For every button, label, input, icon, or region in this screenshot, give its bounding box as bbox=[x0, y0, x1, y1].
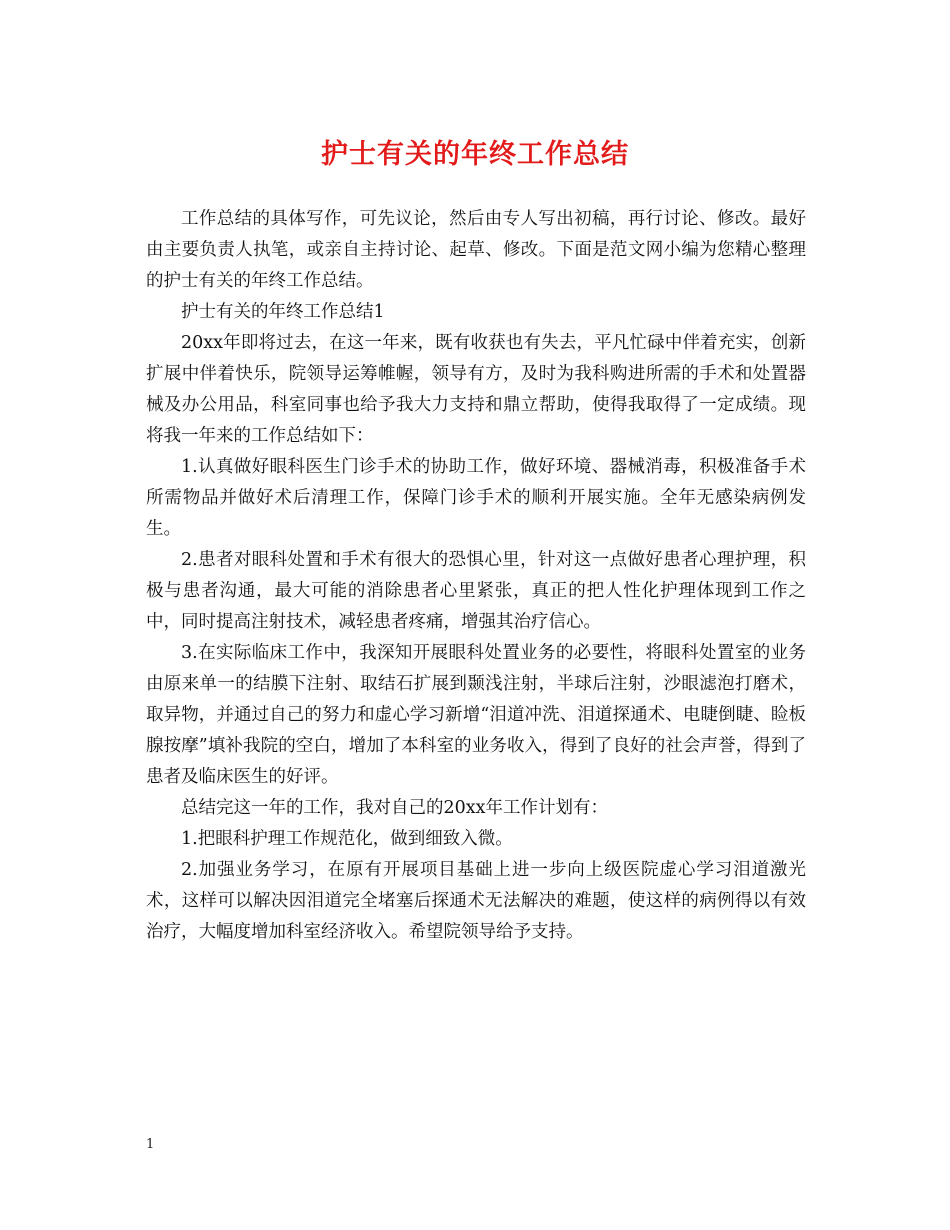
paragraph-intro: 工作总结的具体写作，可先议论，然后由专人写出初稿，再行讨论、修改。最好由主要负责人执笔，或亲自主持讨论、起草、修改。下面是范文网小编为您精心整理的护士有关的年终工作总结。 bbox=[146, 209, 806, 291]
paragraph-plan-heading: 总结完这一年的工作，我对自己的20xx年工作计划有： bbox=[181, 798, 609, 818]
document-body bbox=[146, 204, 806, 948]
paragraph-overview: 20xx年即将过去，在这一年来，既有收获也有失去，平凡忙碌中伴着充实，创新扩展中伴着快乐，院领导运筹帷幄，领导有方，及时为我科购进所需的手术和处置器械及办公用品，科室同事也给予我大力支持和鼎立帮助，使得我取得了一定成绩。现将我一年来的工作总结如下： bbox=[146, 333, 806, 446]
paragraph-section-heading: 护士有关的年终工作总结1 bbox=[181, 302, 385, 322]
paragraph-plan-2: 2.加强业务学习，在原有开展项目基础上进一步向上级医院虚心学习泪道激光术，这样可以解决因泪道完全堵塞后探通术无法解决的难题，使这样的病例得以有效治疗，大幅度增加科室经济收入。希望院领导给予支持。 bbox=[146, 860, 806, 942]
paragraph-item-1: 1.认真做好眼科医生门诊手术的协助工作，做好环境、器械消毒，积极准备手术所需物品并做好术后清理工作，保障门诊手术的顺利开展实施。全年无感染病例发生。 bbox=[146, 457, 806, 539]
document-title: 护士有关的年终工作总结 bbox=[321, 139, 629, 170]
paragraph-plan-1: 1.把眼科护理工作规范化，做到细致入微。 bbox=[181, 829, 513, 849]
paragraph-item-2: 2.患者对眼科处置和手术有很大的恐惧心里，针对这一点做好患者心理护理，积极与患者沟通，最大可能的消除患者心里紧张，真正的把人性化护理体现到工作之中，同时提高注射技术，减轻患者疼痛，增强其治疗信心。 bbox=[146, 550, 806, 632]
page-number: 1 bbox=[146, 1137, 155, 1152]
paragraph-item-3: 3.在实际临床工作中，我深知开展眼科处置业务的必要性，将眼科处置室的业务由原来单一的结膜下注射、取结石扩展到颞浅注射，半球后注射，沙眼滤泡打磨术，取异物，并通过自己的努力和虚心学习新增“泪道冲洗、泪道探通术、电睫倒睫、睑板腺按摩”填补我院的空白，增加了本科室的业务收入，得到了良好的社会声誉，得到了患者及临床医生的好评。 bbox=[146, 643, 806, 787]
